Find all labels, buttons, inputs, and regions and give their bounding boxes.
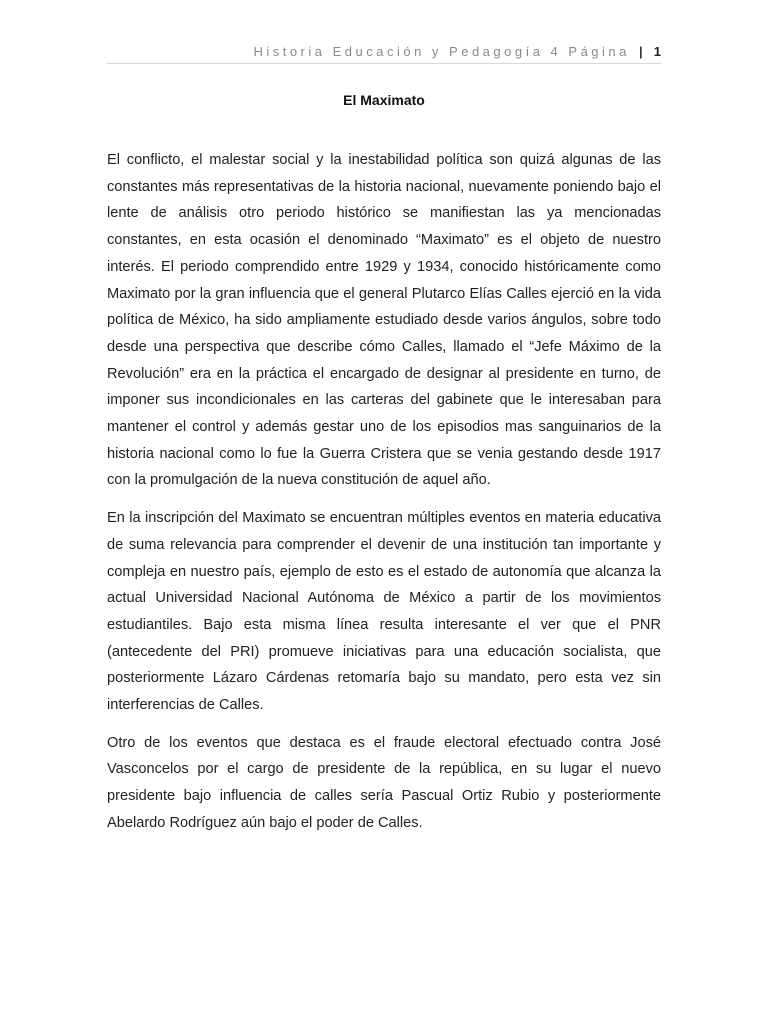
page-header <box>107 44 661 64</box>
header-separator: | <box>639 44 643 59</box>
document-title: El Maximato <box>343 92 425 108</box>
paragraph-3: Otro de los eventos que destaca es el fraude electoral efectuado contra José Vasconcelos por el cargo de presidente de la república, en su lugar el nuevo presidente bajo influencia de calles sería Pascual Ortiz Rubio y posteriormente Abelardo Rodríguez aún bajo el poder de Calles. <box>107 734 661 831</box>
page-number: 1 <box>653 44 661 59</box>
paragraph-1: El conflicto, el malestar social y la inestabilidad política son quizá algunas de las constantes más representativas de la historia nacional, nuevamente poniendo bajo el lente de análisis otro periodo histórico se manifiestan las ya mencionadas constantes, en esta ocasión el denominado “Maximato” es el objeto de nuestro interés. El periodo comprendido entre 1929 y 1934, conocido históricamente como Maximato por la gran influencia que el general Plutarco Elías Calles ejerció en la vida política de México, ha sido ampliamente estudiado desde varios ángulos, sobre todo desde una perspectiva que describe cómo Calles, llamado el “Jefe Máximo de la Revolución” era en la práctica el encargado de designar al presidente en turno, de imponer sus incondicionales en las carteras del gabinete que le interesaban para mantener el control y además gestar uno de los episodios mas sanguinarios de la historia nacional como lo fue la Guerra Cristera que se venia gestando desde 1917 con la promulgación de la nueva constitución de aquel año. <box>107 152 661 489</box>
paragraph-2: En la inscripción del Maximato se encuentran múltiples eventos en materia educativa de suma relevancia para comprender el devenir de una institución tan importante y compleja en nuestro país, ejemplo de esto es el estado de autonomía que alcanza la actual Universidad Nacional Autónoma de México a partir de los movimientos estudiantiles. Bajo esta misma línea resulta interesante el ver que el PNR (antecedente del PRI) promueve iniciativas para una educación socialista, que posteriormente Lázaro Cárdenas retomaría bajo su mandato, pero esta vez sin interferencias de Calles. <box>107 510 661 714</box>
document-body <box>107 147 661 848</box>
header-divider <box>107 63 661 64</box>
running-title: Historia Educación y Pedagogía 4 Página <box>253 44 630 59</box>
